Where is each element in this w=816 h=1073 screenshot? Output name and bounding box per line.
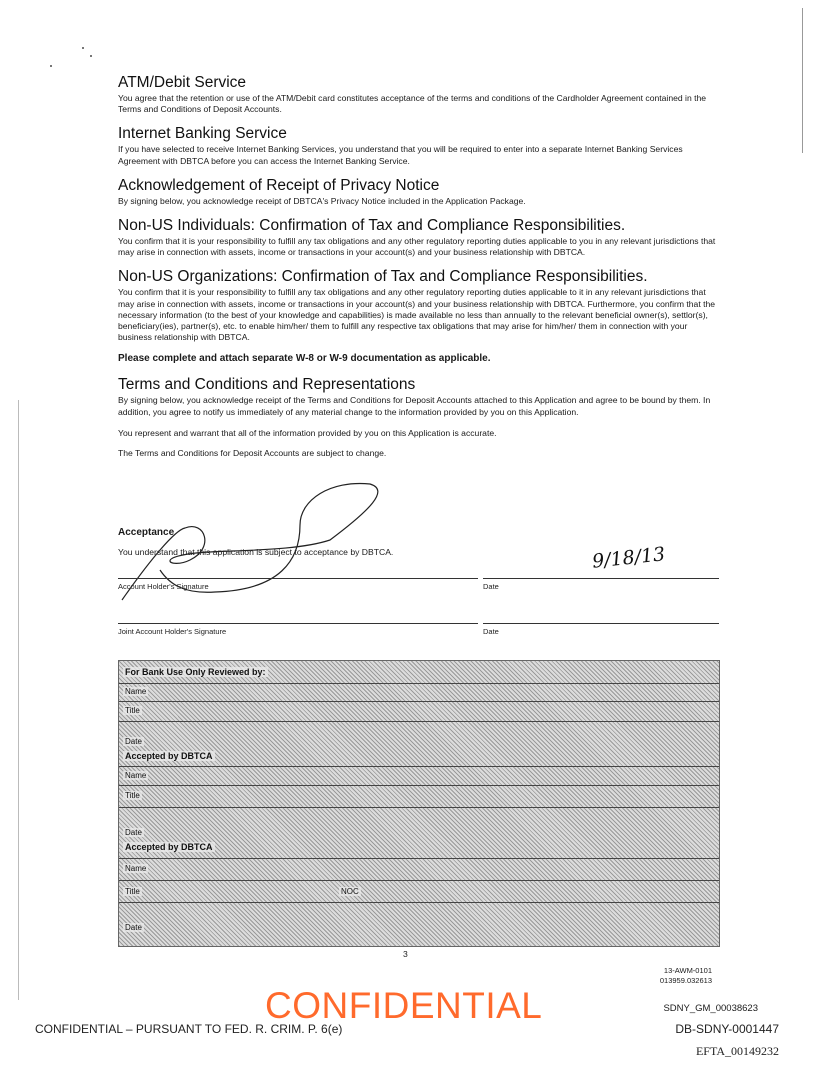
divider (119, 701, 719, 702)
section-terms (118, 376, 718, 457)
represent-line: You represent and warrant that all of the information provided by you on this Application is accurate. (118, 427, 497, 438)
section-title: Acknowledgement of Receipt of Privacy Notice (118, 176, 440, 194)
bank-use-header: For Bank Use Only Reviewed by: (125, 667, 266, 677)
holder-signature-label: Account Holder's Signature (118, 582, 209, 591)
section-non-us-organizations (118, 268, 718, 343)
page-number: 3 (403, 949, 408, 959)
acceptor-name-label: Name (125, 771, 147, 780)
acceptor2-name-label: Name (125, 864, 147, 873)
section-body: You confirm that it is your responsibility to fulfill any tax obligations and any other regulatory reporting duties applicable to you in any relevant jurisdictions that may arise in connection with assets, income or transactions in your account(s) and your business relationship with DBTCA. (118, 236, 716, 258)
section-title: Internet Banking Service (118, 125, 287, 143)
divider (119, 902, 719, 903)
section-title: Terms and Conditions and Representations (118, 376, 416, 394)
joint-date-label: Date (483, 627, 499, 636)
handwritten-date: 9/18/13 (591, 543, 667, 573)
w8-notice: Please complete and attach separate W-8 or W-9 documentation as applicable. (118, 353, 491, 365)
divider (119, 858, 719, 859)
scan-speck (82, 47, 84, 49)
section-title: ATM/Debit Service (118, 74, 247, 91)
acceptor-date-label: Date (125, 828, 142, 837)
section-privacy (118, 177, 718, 207)
section-title: Non-US Individuals: Confirmation of Tax and Compliance Responsibilities. (118, 217, 626, 235)
bates-sdny: SDNY_GM_00038623 (663, 1003, 758, 1014)
joint-signature-label: Joint Account Holder's Signature (118, 627, 227, 636)
holder-signature-line (118, 578, 478, 579)
section-body: You agree that the retention or use of the ATM/Debit card constitutes acceptance of the terms and conditions of the Cardholder Agreement contained in the Terms and Conditions of Deposit Accounts. (118, 93, 707, 115)
divider (119, 807, 719, 808)
section-body: By signing below, you acknowledge receipt of the Terms and Conditions for Deposit Accounts attached to this Application and agree to be bound by them. In addition, you agree to notify us immediately of any material change to the information provided by you on this Application. (118, 395, 711, 417)
scan-speck (50, 65, 52, 67)
left-margin-line (18, 400, 19, 1000)
section-title: Non-US Organizations: Confirmation of Tax and Compliance Responsibilities. (118, 268, 648, 286)
form-code-line-1: 13-AWM-0101 (663, 966, 712, 975)
section-internet-banking (118, 125, 718, 166)
section-atm (118, 74, 718, 115)
divider (119, 880, 719, 881)
bank-use-box (118, 660, 720, 947)
holder-date-label: Date (483, 582, 499, 591)
divider (119, 683, 719, 684)
divider (119, 721, 719, 722)
reviewer-date-label: Date (125, 737, 142, 746)
form-code (660, 966, 712, 986)
footer-confidential-notice: CONFIDENTIAL – PURSUANT TO FED. R. CRIM. P. 6(e) (35, 1022, 343, 1036)
accepted-by-label-2: Accepted by DBTCA (125, 842, 213, 852)
form-code-line-2: 013959.032613 (659, 976, 712, 985)
section-body: By signing below, you acknowledge receipt of DBTCA's Privacy Notice included in the Application Package. (118, 195, 526, 206)
divider (119, 785, 719, 786)
section-body: If you have selected to receive Internet Banking Services, you understand that you will be required to enter into a separate Internet Banking Services Agreement with DBTCA before you can access the Internet Banking Service. (118, 144, 683, 166)
efta-number: EFTA_00149232 (695, 1044, 779, 1058)
noc-checkbox-label: NOC (341, 887, 359, 896)
reviewer-name-label: Name (125, 687, 147, 696)
footer-bates-number: DB-SDNY-0001447 (675, 1022, 779, 1036)
acceptor-title-label: Title (125, 791, 140, 800)
joint-date-line (483, 623, 719, 624)
acceptor2-title-label: Title (125, 887, 140, 896)
acceptance-title: Acceptance (118, 527, 175, 538)
acceptance-text: You understand that this application is subject to acceptance by DBTCA. (118, 547, 394, 557)
accepted-by-label: Accepted by DBTCA (125, 751, 213, 761)
right-margin-line (802, 8, 803, 153)
holder-date-line (483, 578, 719, 579)
scan-speck (90, 55, 92, 57)
confidential-stamp: CONFIDENTIAL (265, 985, 543, 1026)
section-body: You confirm that it is your responsibility to fulfill any tax obligations and any other regulatory reporting duties applicable to it in any relevant jurisdictions that may arise in connection with assets, income or transactions in your account(s) and your business relationship with DBTCA. Furthermore, you confirm that the necessary information (to the best of your knowledge and capabilities) is made available no less than annually to the relevant beneficial owner(s), settlor(s), beneficiary(ies), partner(s), etc. to enable him/her/ them to fulfill any respective tax obligations that may arise for him/her/ them in connection with your business relationship with DBTCA. (118, 287, 716, 343)
joint-signature-line (118, 623, 478, 624)
acceptor2-date-label: Date (125, 923, 142, 932)
divider (119, 766, 719, 767)
reviewer-title-label: Title (125, 706, 140, 715)
section-non-us-individuals (118, 217, 718, 258)
main-content (118, 74, 718, 468)
subject-line: The Terms and Conditions for Deposit Accounts are subject to change. (118, 447, 387, 458)
